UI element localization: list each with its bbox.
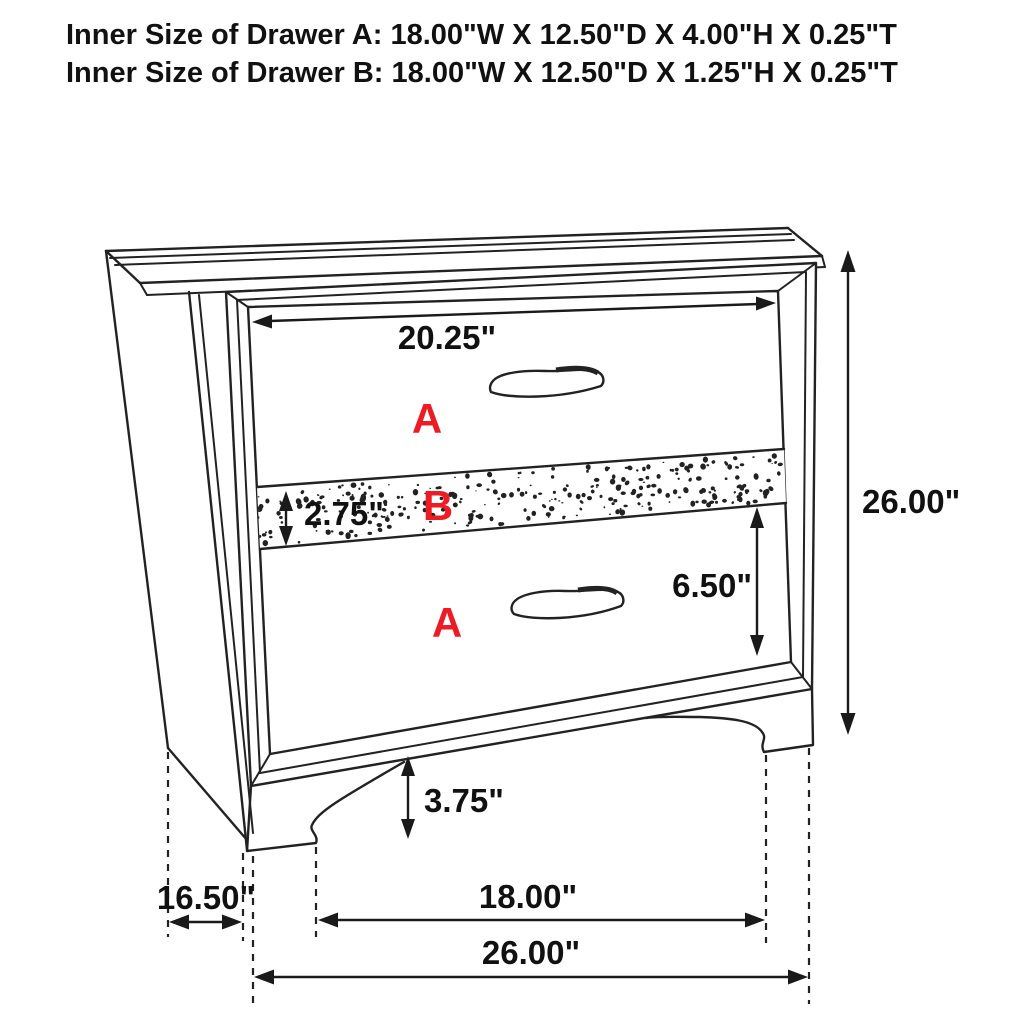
dim-overall-height — [841, 250, 961, 735]
drawer-a-top-letter: A — [411, 395, 443, 442]
dim-inner-top-width-label: 20.25" — [397, 319, 497, 356]
dim-side-depth-label: 16.50" — [156, 879, 256, 916]
dim-inner-bottom-width-label: 18.00" — [478, 878, 578, 915]
dim-drawer-b-height-label: 2.75" — [304, 495, 384, 532]
dim-side-depth — [157, 879, 255, 930]
dim-overall-width — [254, 934, 808, 985]
dim-inner-bottom-width — [318, 878, 765, 928]
dim-foot-height-label: 3.75" — [424, 782, 504, 819]
drawer-b-size-text: Inner Size of Drawer B: 18.00"W X 12.50"D X 1.25"H X 0.25"T — [66, 57, 898, 89]
dim-foot-height — [401, 756, 504, 839]
dim-overall-height-label: 26.00" — [862, 483, 961, 520]
drawer-a-size-text: Inner Size of Drawer A: 18.00"W X 12.50"D X 4.00"H X 0.25"T — [66, 19, 897, 51]
dim-drawer-a-height-label: 6.50" — [672, 567, 752, 604]
dim-overall-width-label: 26.00" — [481, 934, 581, 971]
drawer-a-bottom-letter: A — [431, 599, 463, 646]
drawer-b-letter: B — [422, 482, 454, 529]
